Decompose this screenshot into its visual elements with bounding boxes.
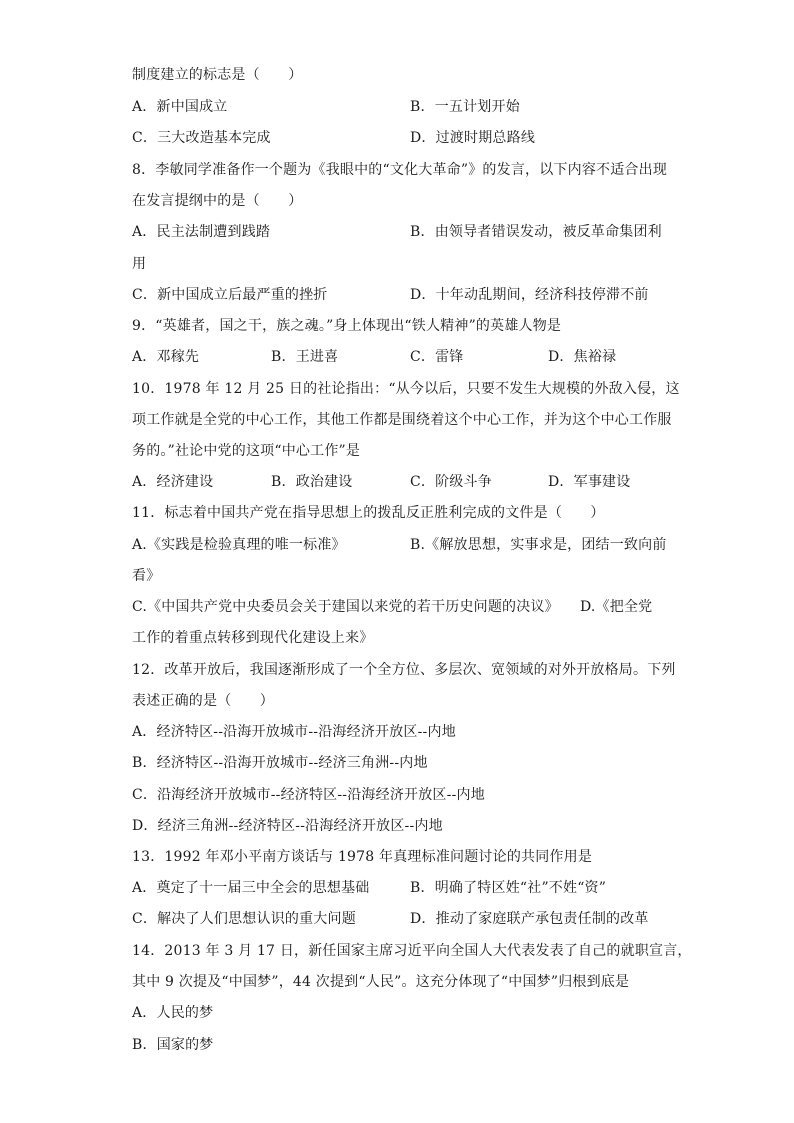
option-a: A．民主法制遭到践踏	[132, 224, 271, 240]
question-stem: 13．1992 年邓小平南方谈话与 1978 年真理标准问题讨论的共同作用是	[132, 849, 593, 865]
option-c: C.《中国共产党中央委员会关于建国以来党的若干历史问题的决议》	[132, 599, 559, 615]
question-stem: 8．李敏同学准备作一个题为《我眼中的“文化大革命”》的发言，以下内容不适合出现	[132, 162, 668, 178]
option-a: A．奠定了十一届三中全会的思想基础	[132, 880, 370, 896]
option-d: D．焦裕禄	[548, 349, 617, 365]
question-stem: 在发言提纲中的是（ ）	[132, 193, 303, 209]
question-stem-continued: 制度建立的标志是（ ）	[132, 67, 303, 83]
option-d: D．十年动乱期间，经济科技停滞不前	[410, 287, 649, 303]
question-stem: 10．1978 年 12 月 25 日的社论指出：“从今以后，只要不发生大规模的外敌入侵，这	[132, 381, 680, 397]
option-b: B．国家的梦	[132, 1037, 214, 1053]
option-d-wrap: 工作的着重点转移到现代化建设上来》	[132, 630, 374, 646]
question-stem: 14．2013 年 3 月 17 日，新任国家主席习近平向全国人大代表发表了自己的就职宣言，	[132, 943, 692, 959]
question-stem: 表述正确的是（ ）	[132, 693, 274, 709]
option-c: C．新中国成立后最严重的挫折	[132, 287, 328, 303]
option-b: B．一五计划开始	[410, 99, 520, 115]
question-stem: 务的。”社论中党的这项“中心工作”是	[132, 443, 361, 459]
option-b: B．经济特区--沿海开放城市--经济三角洲--内地	[132, 755, 428, 771]
option-b: B．由领导者错误发动，被反革命集团利	[410, 224, 662, 240]
option-d: D．经济三角洲--经济特区--沿海经济开放区--内地	[132, 818, 443, 834]
option-b-wrap: 看》	[132, 568, 161, 584]
question-stem: 其中 9 次提及“中国梦”，44 次提到“人民”。这充分体现了“中国梦”归根到底是	[132, 974, 630, 990]
option-a: A．经济特区--沿海开放城市--沿海经济开放区--内地	[132, 724, 456, 740]
question-stem: 12．改革开放后，我国逐渐形成了一个全方位、多层次、宽领域的对外开放格局。下列	[132, 662, 676, 678]
option-d: D．推动了家庭联产承包责任制的改革	[410, 911, 649, 927]
option-b: B．王进喜	[271, 349, 339, 365]
option-d: D．过渡时期总路线	[410, 130, 536, 146]
option-a: A.《实践是检验真理的唯一标准》	[132, 537, 346, 553]
option-a: A．人民的梦	[132, 1005, 214, 1021]
option-c: C．雷锋	[410, 349, 464, 365]
option-b: B.《解放思想，实事求是，团结一致向前	[410, 537, 667, 553]
option-b: B．明确了特区姓“社”不姓“资”	[410, 880, 607, 896]
option-c: C．沿海经济开放城市--经济特区--沿海经济开放区--内地	[132, 787, 485, 803]
option-c: C．解决了人们思想认识的重大问题	[132, 911, 356, 927]
option-d: D．军事建设	[548, 474, 631, 490]
option-a: A．邓稼先	[132, 349, 200, 365]
option-d: D.《把全党	[580, 599, 653, 615]
option-b: B．政治建设	[271, 474, 353, 490]
option-c: C．三大改造基本完成	[132, 130, 271, 146]
question-stem: 9．“英雄者，国之干，族之魂。”身上体现出“铁人精神”的英雄人物是	[132, 318, 562, 334]
option-a: A．经济建设	[132, 474, 214, 490]
option-b-wrap: 用	[132, 256, 147, 272]
option-a: A．新中国成立	[132, 99, 228, 115]
question-stem: 项工作就是全党的中心工作，其他工作都是围绕着这个中心工作，并为这个中心工作服	[132, 412, 672, 428]
question-stem: 11．标志着中国共产党在指导思想上的拨乱反正胜利完成的文件是（ ）	[132, 505, 605, 521]
option-c: C．阶级斗争	[410, 474, 492, 490]
